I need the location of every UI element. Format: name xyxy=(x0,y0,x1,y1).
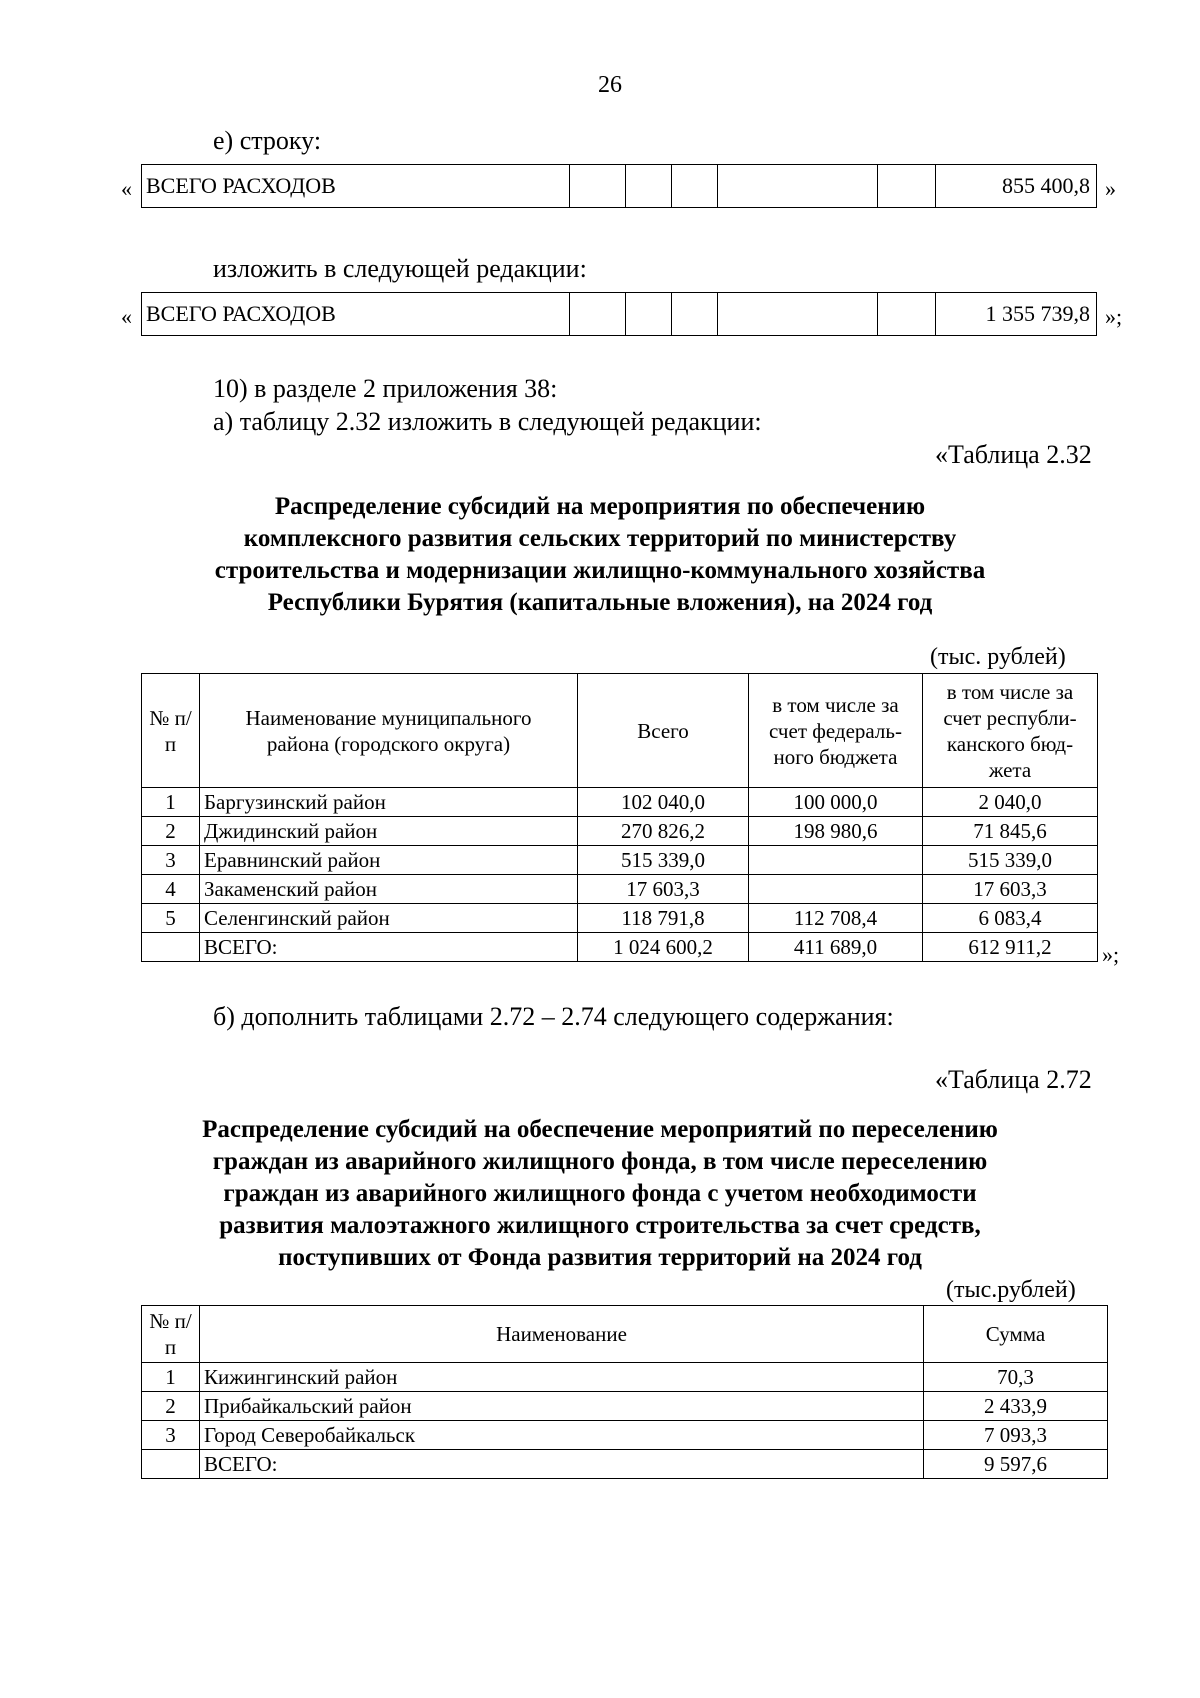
row-old-value: 855 400,8 xyxy=(936,165,1097,208)
cell-num: 1 xyxy=(142,1363,200,1392)
table-232-title xyxy=(0,491,1200,619)
cell-num: 3 xyxy=(142,846,200,875)
cell-republic: 612 911,2 xyxy=(923,933,1098,962)
empty-cell xyxy=(672,165,718,208)
table-row-total xyxy=(142,933,1098,962)
cell-federal xyxy=(749,846,923,875)
table-row xyxy=(142,1392,1108,1421)
cell-republic: 515 339,0 xyxy=(923,846,1098,875)
title-line: Распределение субсидий на обеспечение мероприятий по переселению xyxy=(202,1116,998,1143)
header-num: № п/п xyxy=(142,674,200,788)
table-row-total xyxy=(142,1450,1108,1479)
title-line: граждан из аварийного жилищного фонда с учетом необходимости xyxy=(223,1180,977,1207)
empty-cell xyxy=(570,293,626,336)
row-old-table xyxy=(141,164,1097,208)
quote-close: » xyxy=(1105,176,1116,201)
row-new-label: ВСЕГО РАСХОДОВ xyxy=(142,293,570,336)
empty-cell xyxy=(718,293,878,336)
title-line: граждан из аварийного жилищного фонда, в том числе переселению xyxy=(212,1148,988,1175)
cell-name: Кижингинский район xyxy=(200,1363,924,1392)
title-line: Республики Бурятия (капитальные вложения), на 2024 год xyxy=(267,589,933,616)
table-272-title xyxy=(0,1114,1200,1274)
cell-num: 2 xyxy=(142,817,200,846)
quote-open: « xyxy=(121,304,132,329)
cell-num: 4 xyxy=(142,875,200,904)
quote-open: « xyxy=(121,176,132,201)
empty-cell xyxy=(718,165,878,208)
title-line: развития малоэтажного жилищного строительства за счет средств, xyxy=(219,1212,981,1239)
cell-name: ВСЕГО: xyxy=(200,1450,924,1479)
cell-federal xyxy=(749,875,923,904)
cell-republic: 17 603,3 xyxy=(923,875,1098,904)
cell-total: 17 603,3 xyxy=(578,875,749,904)
header-republic: в том числе за счет республи-канского бюд-жета xyxy=(923,674,1098,788)
table-row xyxy=(142,1421,1108,1450)
cell-name: Селенгинский район xyxy=(200,904,578,933)
header-total: Всего xyxy=(578,674,749,788)
empty-cell xyxy=(626,165,672,208)
header-federal: в том числе за счет федераль-ного бюджета xyxy=(749,674,923,788)
cell-republic: 2 040,0 xyxy=(923,788,1098,817)
cell-federal: 198 980,6 xyxy=(749,817,923,846)
table-row xyxy=(142,817,1098,846)
title-line: поступивших от Фонда развития территорий на 2024 год xyxy=(278,1244,922,1271)
table-232-unit: (тыс. рублей) xyxy=(930,644,1066,670)
table-272-caption: «Таблица 2.72 xyxy=(935,1065,1092,1094)
header-name: Наименование муниципального района (городского округа) xyxy=(200,674,578,788)
empty-cell xyxy=(626,293,672,336)
cell-sum: 7 093,3 xyxy=(924,1421,1108,1450)
cell-num: 2 xyxy=(142,1392,200,1421)
empty-cell xyxy=(878,293,936,336)
item-10: 10) в разделе 2 приложения 38: xyxy=(213,374,558,403)
row-new-table xyxy=(141,292,1097,336)
cell-total: 102 040,0 xyxy=(578,788,749,817)
title-line: комплексного развития сельских территорий по министерству xyxy=(243,525,957,552)
cell-name: Джидинский район xyxy=(200,817,578,846)
empty-cell xyxy=(878,165,936,208)
header-sum: Сумма xyxy=(924,1306,1108,1363)
cell-num xyxy=(142,933,200,962)
cell-num: 1 xyxy=(142,788,200,817)
cell-sum: 9 597,6 xyxy=(924,1450,1108,1479)
table-232 xyxy=(141,673,1098,962)
cell-name: Баргузинский район xyxy=(200,788,578,817)
page-number: 26 xyxy=(598,72,622,98)
cell-federal: 411 689,0 xyxy=(749,933,923,962)
change-text: изложить в следующей редакции: xyxy=(213,254,587,283)
empty-cell xyxy=(672,293,718,336)
cell-sum: 70,3 xyxy=(924,1363,1108,1392)
cell-num xyxy=(142,1450,200,1479)
cell-total: 118 791,8 xyxy=(578,904,749,933)
title-line: Распределение субсидий на мероприятия по обеспечению xyxy=(274,493,926,520)
title-line: строительства и модернизации жилищно-коммунального хозяйства xyxy=(214,557,986,584)
table-272 xyxy=(141,1305,1108,1479)
cell-name: Закаменский район xyxy=(200,875,578,904)
item-a: а) таблицу 2.32 изложить в следующей редакции: xyxy=(213,407,762,436)
table-row xyxy=(142,788,1098,817)
table-row xyxy=(142,1363,1108,1392)
cell-republic: 71 845,6 xyxy=(923,817,1098,846)
table-row xyxy=(142,875,1098,904)
table-272-unit: (тыс.рублей) xyxy=(946,1277,1076,1303)
cell-total: 270 826,2 xyxy=(578,817,749,846)
intro-e: е) строку: xyxy=(213,126,322,155)
row-new-value: 1 355 739,8 xyxy=(936,293,1097,336)
cell-republic: 6 083,4 xyxy=(923,904,1098,933)
cell-total: 515 339,0 xyxy=(578,846,749,875)
cell-total: 1 024 600,2 xyxy=(578,933,749,962)
row-old-label: ВСЕГО РАСХОДОВ xyxy=(142,165,570,208)
cell-num: 3 xyxy=(142,1421,200,1450)
cell-sum: 2 433,9 xyxy=(924,1392,1108,1421)
cell-federal: 112 708,4 xyxy=(749,904,923,933)
item-b: б) дополнить таблицами 2.72 – 2.74 следующего содержания: xyxy=(213,1002,894,1031)
cell-name: ВСЕГО: xyxy=(200,933,578,962)
table-row xyxy=(142,904,1098,933)
empty-cell xyxy=(570,165,626,208)
table-232-caption: «Таблица 2.32 xyxy=(935,440,1092,469)
header-num: № п/п xyxy=(142,1306,200,1363)
cell-name: Еравнинский район xyxy=(200,846,578,875)
cell-federal: 100 000,0 xyxy=(749,788,923,817)
header-name: Наименование xyxy=(200,1306,924,1363)
quote-close-semi: »; xyxy=(1105,304,1123,329)
cell-name: Прибайкальский район xyxy=(200,1392,924,1421)
quote-close-semi: »; xyxy=(1102,942,1120,967)
cell-num: 5 xyxy=(142,904,200,933)
cell-name: Город Северобайкальск xyxy=(200,1421,924,1450)
table-row xyxy=(142,846,1098,875)
